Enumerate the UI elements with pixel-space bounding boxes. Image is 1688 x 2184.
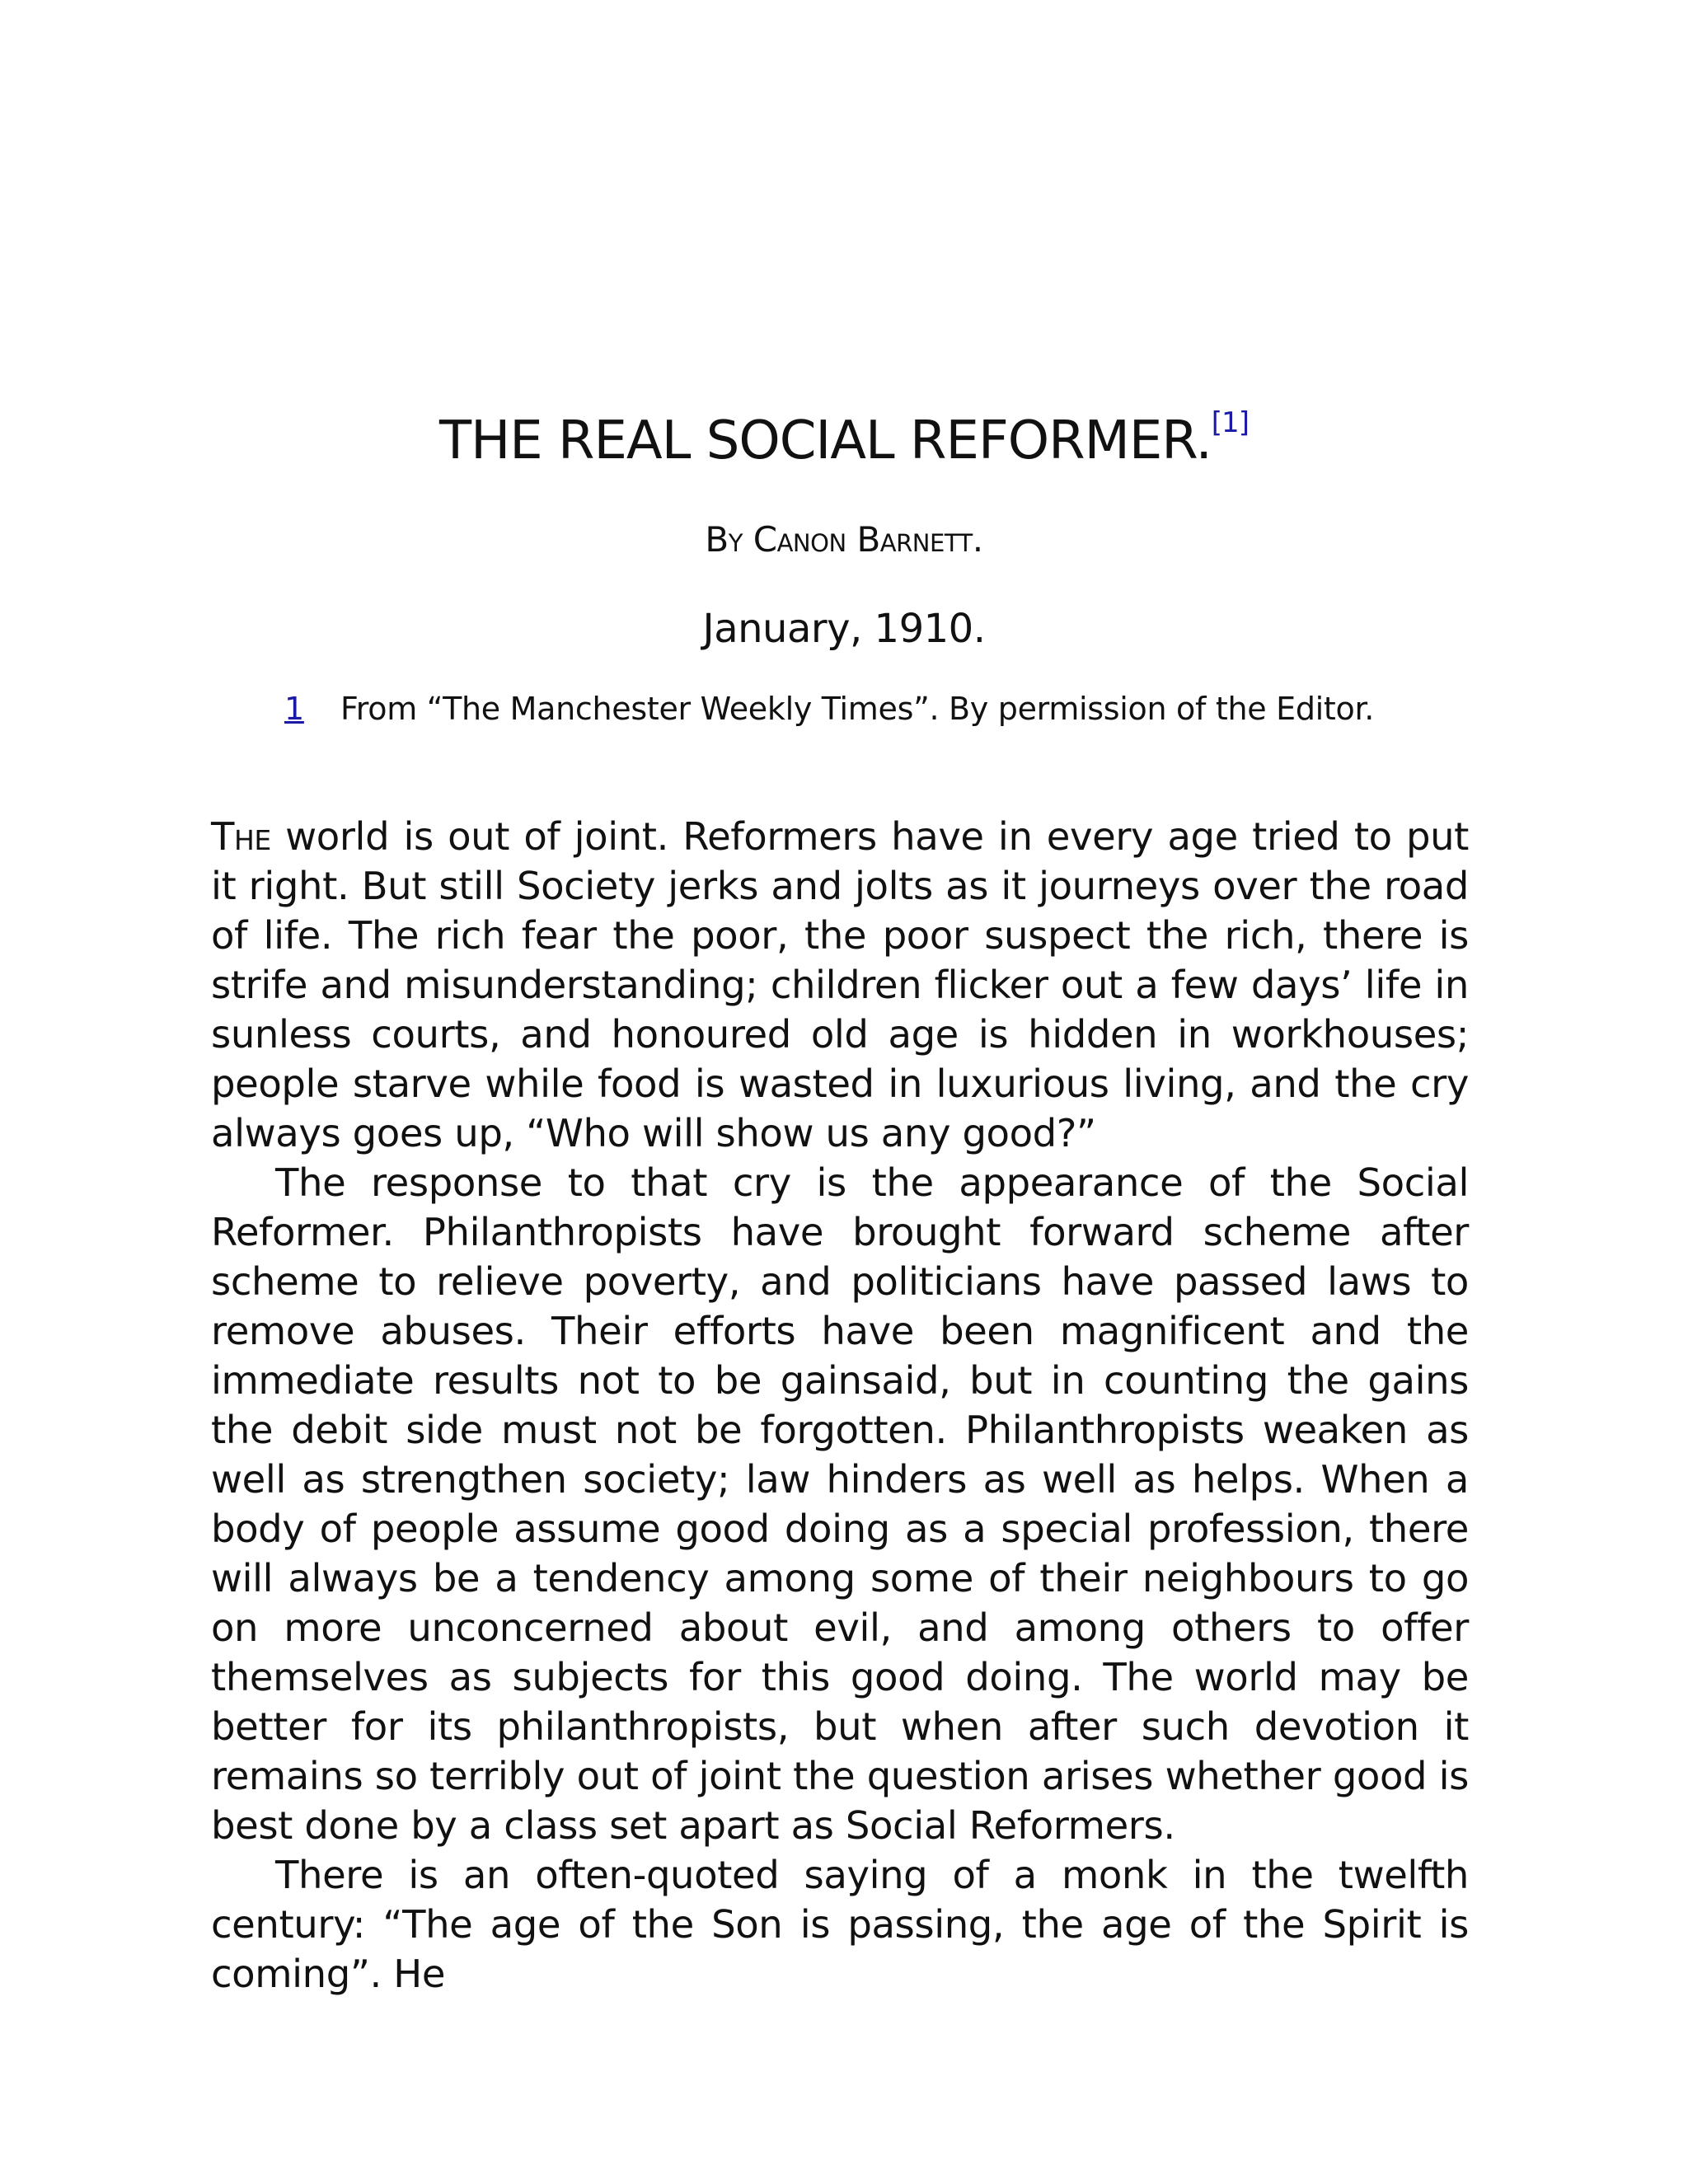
paragraph-2: The response to that cry is the appearance of the Social Reformer. Philanthropists have brought forward scheme after scheme to relieve poverty, and politicians have passed laws to remove abuses. Their efforts have been magnificent and the immediate results not to be gainsaid, but in counting the gains the debit side must not be forgotten. Philanthropists weaken as well as strengthen society; law hinders as well as helps. When a body of people assume good doing as a special profession, there will always be a tendency among some of their neighbours to go on more unconcerned about evil, and among others to offer themselves as subjects for this good doing. The world may be better for its philanthropists, but when after such devotion it remains so terribly out of joint the question arises whether good is best done by a class set apart as Social Reformers. [211,1160,1469,1848]
paragraph-3: There is an often-quoted saying of a monk in the twelfth century: “The age of the Son is passing, the age of the Spirit is coming”. He [211,1853,1469,1996]
article-title-text: THE REAL SOCIAL REFORMER. [439,410,1212,471]
article-body [211,812,1469,1999]
paragraph-1-dropcap: The [211,814,271,859]
paragraph-1-text: world is out of joint. Reformers have in every age tried to put it right. But still Society jerks and jolts as it journeys over the road of life. The rich fear the poor, the poor suspect the rich, there is strife and misunderstanding; children flicker out a few days’ life in sunless courts, and honoured old age is hidden in workhouses; people starve while food is wasted in luxurious living, and the cry always goes up, “Who will show us any good?” [211,814,1469,1155]
footnote-reference[interactable] [1212,406,1249,439]
publication-date: January, 1910. [702,606,986,652]
footnote-reference-link[interactable]: [1] [1211,406,1249,439]
footnote-number-link[interactable]: 1 [284,691,304,727]
footnote [284,686,1374,732]
author-byline: By Canon Barnett. [705,519,983,560]
footnote-text: From “The Manchester Weekly Times”. By permission of the Editor. [340,691,1375,727]
article-title [0,408,1688,474]
paragraph-1 [211,812,1469,1158]
